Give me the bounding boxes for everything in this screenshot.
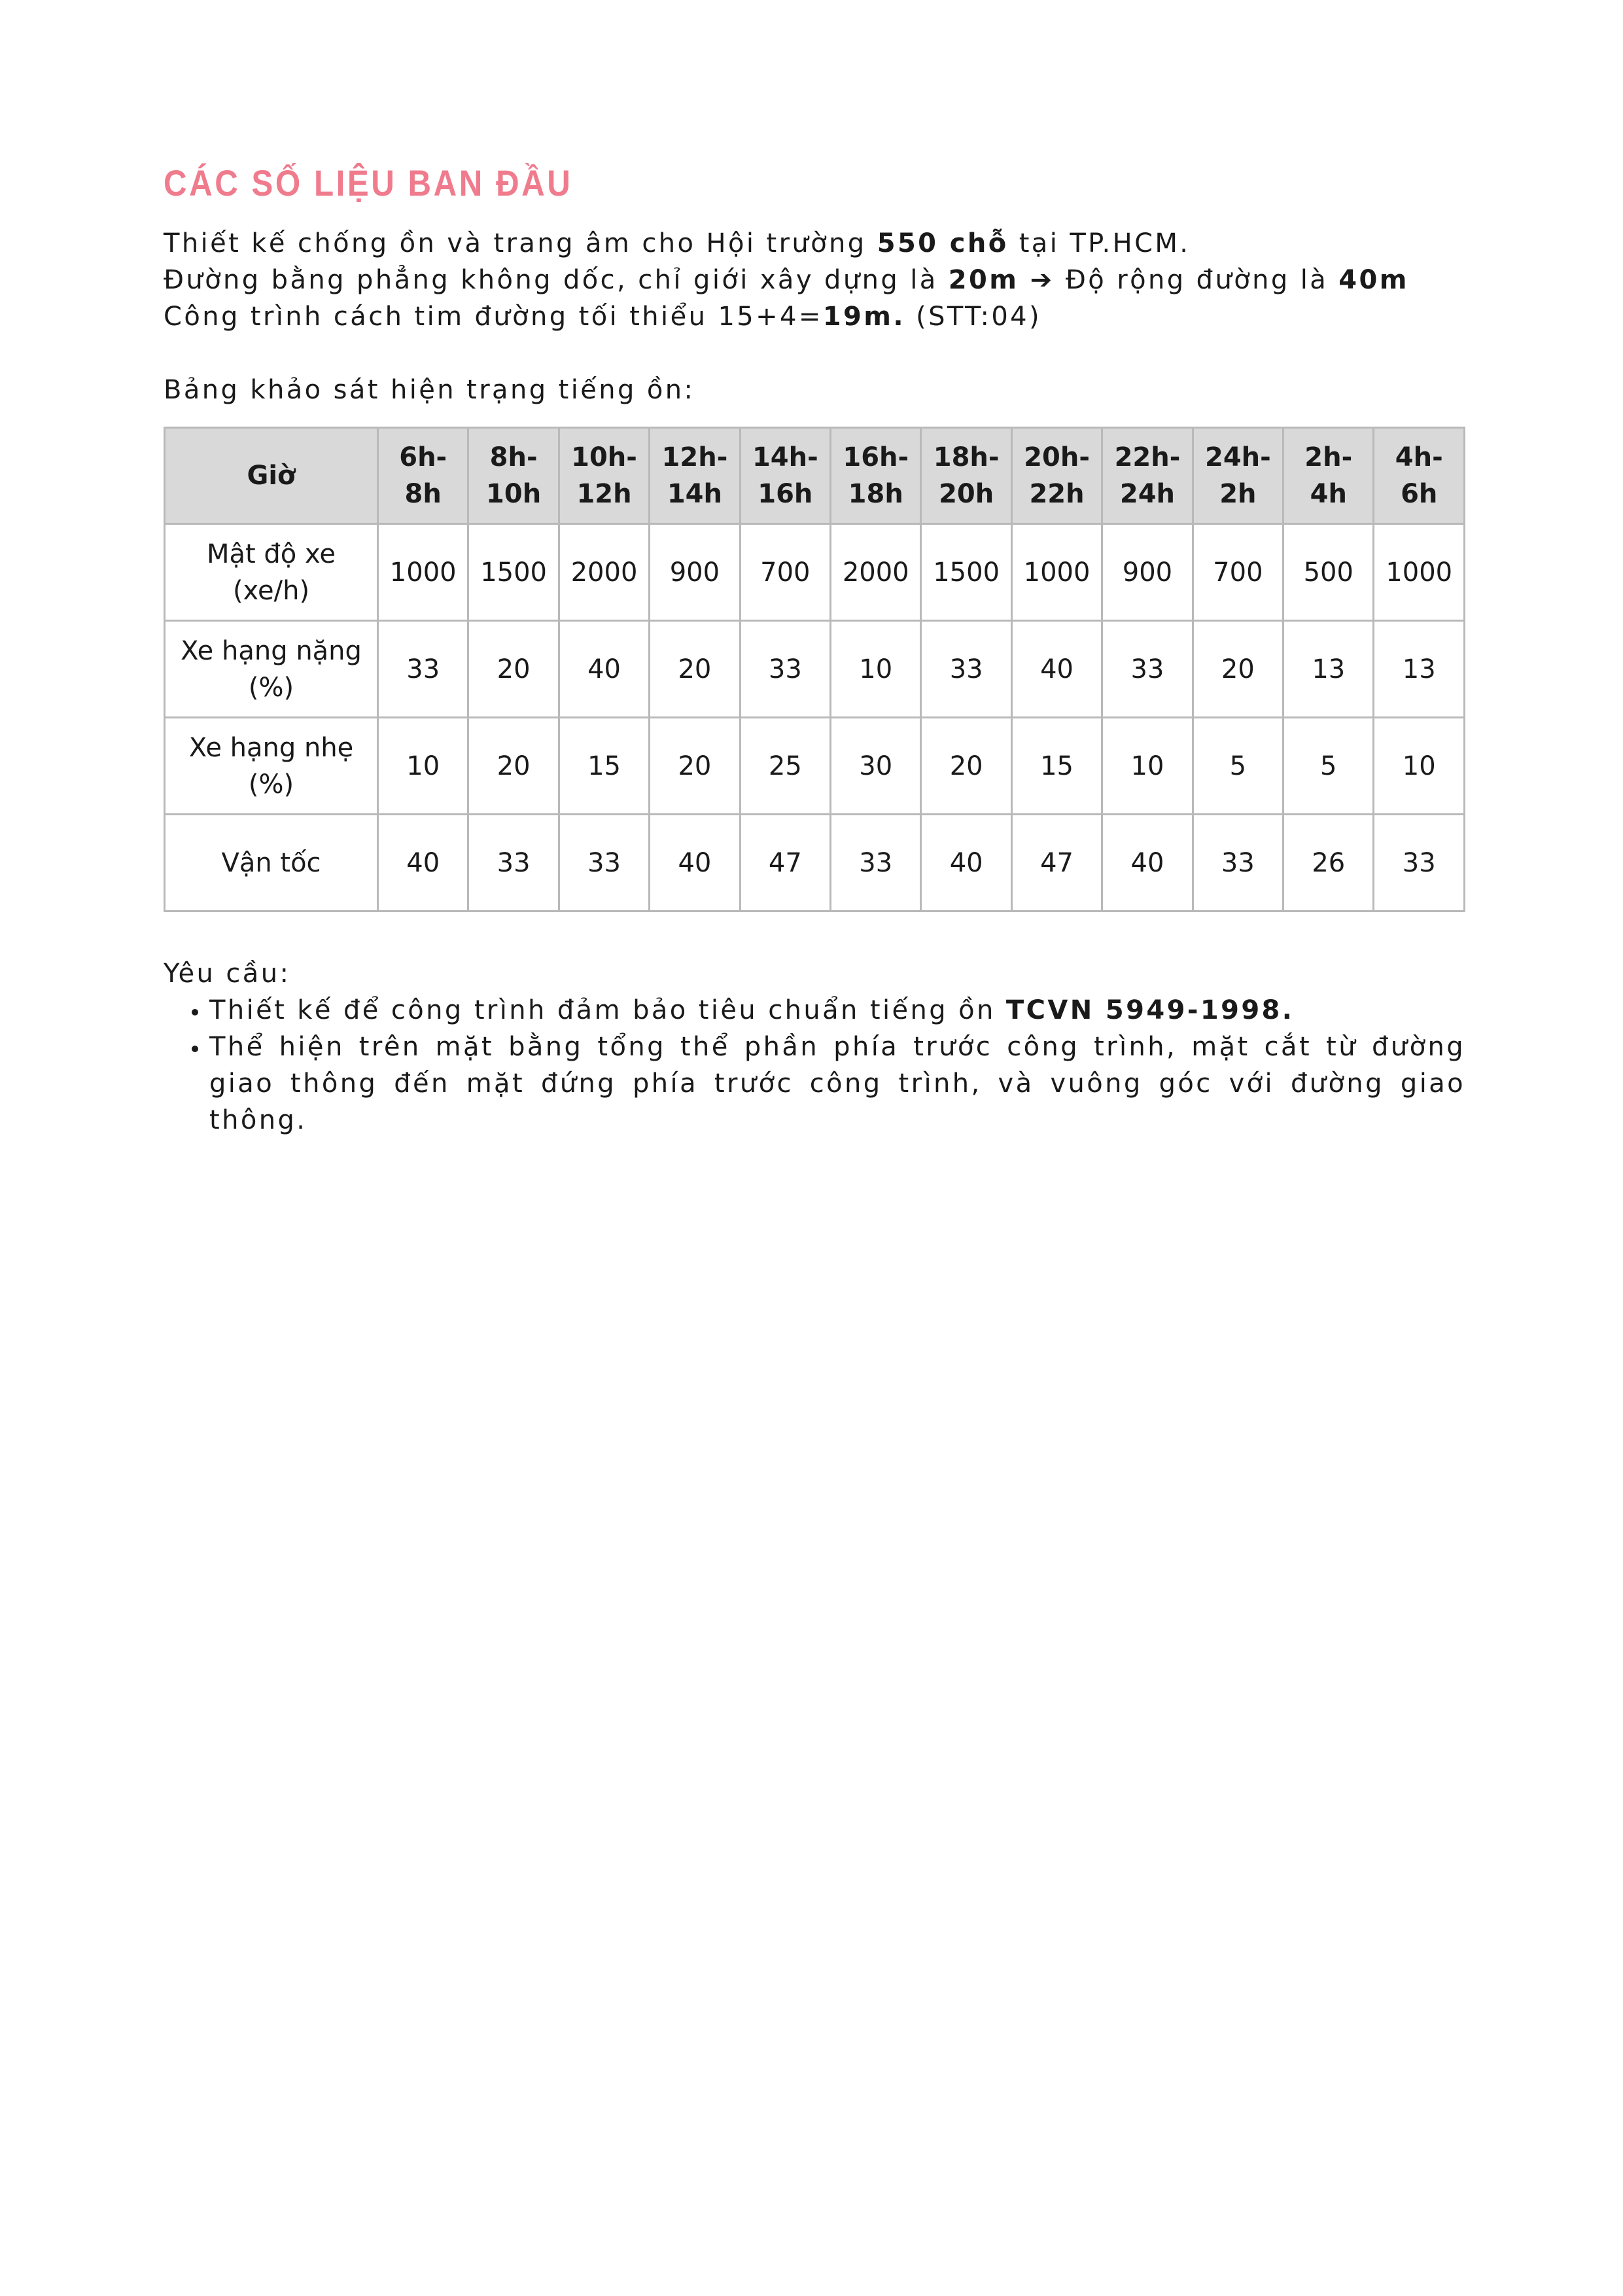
table-cell: 40 <box>378 815 468 911</box>
table-cell: 40 <box>650 815 740 911</box>
hour-label: 20h <box>939 479 994 509</box>
hour-label: 4h- <box>1395 442 1443 472</box>
table-cell: 33 <box>378 621 468 718</box>
requirement-text: Thiết kế để công trình đảm bảo tiêu chuẩn tiếng ồn <box>209 995 1006 1025</box>
build-line-value: 20m <box>948 265 1019 295</box>
requirements-list <box>164 992 1465 1139</box>
header-cell-hour: Giờ <box>165 428 378 524</box>
header-cell-hour-range <box>1102 428 1193 524</box>
row-label-text: Mật độ xe <box>206 539 336 569</box>
row-label <box>165 621 378 718</box>
table-cell: 33 <box>1102 621 1193 718</box>
row-label <box>165 524 378 621</box>
table-cell: 900 <box>1102 524 1193 621</box>
hour-label: 10h <box>486 479 542 509</box>
header-cell-hour-range <box>1193 428 1283 524</box>
hour-label: 16h- <box>843 442 909 472</box>
intro-line-3 <box>164 298 1465 335</box>
table-cell: 33 <box>468 815 559 911</box>
page-title: CÁC SỐ LIỆU BAN ĐẦU <box>164 162 573 203</box>
header-cell-hour-range <box>1374 428 1465 524</box>
table-cell: 10 <box>1102 718 1193 815</box>
hour-label: 6h <box>1401 479 1438 509</box>
header-cell-hour-range <box>378 428 468 524</box>
table-cell: 10 <box>378 718 468 815</box>
distance-value: 19m. <box>822 302 905 332</box>
table-cell: 33 <box>831 815 921 911</box>
header-cell-hour-range <box>650 428 740 524</box>
intro-text: Đường bằng phẳng không dốc, chỉ giới xây dựng là <box>164 265 949 295</box>
table-cell: 700 <box>740 524 830 621</box>
table-cell: 33 <box>1193 815 1283 911</box>
hour-label: 18h <box>848 479 903 509</box>
intro-text: Công trình cách tim đường tối thiểu 15+4= <box>164 302 823 332</box>
hour-label: 16h <box>758 479 813 509</box>
road-width-value: 40m <box>1338 265 1409 295</box>
intro-text: Độ rộng đường là <box>1065 265 1339 295</box>
table-cell: 40 <box>559 621 649 718</box>
row-label-text: Xe hạng nhẹ <box>188 732 354 763</box>
document-page <box>164 154 1465 1139</box>
hour-label: 12h <box>576 479 632 509</box>
table-cell: 47 <box>740 815 830 911</box>
hour-label: 2h- <box>1304 442 1353 472</box>
table-cell: 20 <box>1193 621 1283 718</box>
hour-label: 10h- <box>571 442 637 472</box>
hour-label: 14h <box>667 479 722 509</box>
table-cell: 1000 <box>1374 524 1465 621</box>
table-cell: 20 <box>468 718 559 815</box>
table-cell: 1500 <box>921 524 1011 621</box>
table-cell: 47 <box>1011 815 1102 911</box>
row-label-text: (xe/h) <box>232 575 310 606</box>
table-cell: 2000 <box>831 524 921 621</box>
hour-label: 22h <box>1029 479 1085 509</box>
table-body <box>165 524 1465 911</box>
list-item: • Thể hiện trên mặt bằng tổng thể phần phía trước công trình, mặt cắt từ đường giao thông đến mặt đứng phía trước công trình, và vuông góc với đường giao thông. <box>209 1029 1465 1139</box>
table-cell: 40 <box>1102 815 1193 911</box>
table-cell: 20 <box>650 621 740 718</box>
table-cell: 500 <box>1283 524 1374 621</box>
header-cell-hour-range <box>921 428 1011 524</box>
table-cell: 13 <box>1374 621 1465 718</box>
hour-label: 24h- <box>1204 442 1271 472</box>
row-label <box>165 718 378 815</box>
table-cell: 5 <box>1283 718 1374 815</box>
row-label-text: (%) <box>248 769 294 800</box>
standard-code: TCVN 5949-1998. <box>1005 995 1295 1025</box>
seat-count: 550 chỗ <box>877 228 1009 258</box>
hour-label: 18h- <box>933 442 1000 472</box>
header-cell-hour-range <box>468 428 559 524</box>
table-row <box>165 524 1465 621</box>
hour-label: 24h <box>1119 479 1176 509</box>
table-row <box>165 718 1465 815</box>
table-cell: 1500 <box>468 524 559 621</box>
row-label-text: Xe hạng nặng <box>181 635 362 666</box>
table-cell: 5 <box>1193 718 1283 815</box>
table-cell: 26 <box>1283 815 1374 911</box>
hour-label: 4h <box>1310 479 1347 509</box>
table-cell: 33 <box>921 621 1011 718</box>
table-cell: 40 <box>921 815 1011 911</box>
table-header-row <box>165 428 1465 524</box>
table-cell: 33 <box>559 815 649 911</box>
hour-label: 8h <box>404 479 442 509</box>
table-cell: 1000 <box>1011 524 1102 621</box>
hour-label: 20h- <box>1024 442 1090 472</box>
table-cell: 30 <box>831 718 921 815</box>
survey-label: Bảng khảo sát hiện trạng tiếng ồn: <box>164 375 695 405</box>
table-cell: 700 <box>1193 524 1283 621</box>
table-row <box>165 621 1465 718</box>
hour-label: 14h- <box>752 442 818 472</box>
header-cell-hour-range <box>1283 428 1374 524</box>
hour-label: 2h <box>1219 479 1257 509</box>
row-label-text: Vận tốc <box>221 847 321 878</box>
row-label-text: (%) <box>248 672 294 703</box>
table-cell: 20 <box>468 621 559 718</box>
table-cell: 20 <box>921 718 1011 815</box>
row-label <box>165 815 378 911</box>
noise-survey-table <box>164 427 1465 912</box>
table-cell: 2000 <box>559 524 649 621</box>
requirements-label: Yêu cầu: <box>164 959 291 989</box>
hour-label: 6h- <box>399 442 447 472</box>
intro-text: Thiết kế chống ồn và trang âm cho Hội trường <box>164 228 877 258</box>
header-cell-hour-range <box>1011 428 1102 524</box>
table-cell: 33 <box>1374 815 1465 911</box>
intro-line-2 <box>164 262 1465 298</box>
hour-label: 22h- <box>1114 442 1181 472</box>
table-cell: 25 <box>740 718 830 815</box>
hour-label: 12h- <box>661 442 728 472</box>
header-cell-hour-range <box>559 428 649 524</box>
table-cell: 40 <box>1011 621 1102 718</box>
intro-text: tại TP.HCM. <box>1008 228 1191 258</box>
table-cell: 900 <box>650 524 740 621</box>
intro-text: (STT:04) <box>905 302 1042 332</box>
table-cell: 13 <box>1283 621 1374 718</box>
table-cell: 15 <box>1011 718 1102 815</box>
header-cell-hour-range <box>740 428 830 524</box>
intro-line-1 <box>164 225 1465 262</box>
list-item <box>209 992 1465 1029</box>
arrow-icon: ➔ <box>1019 265 1066 295</box>
table-cell: 10 <box>831 621 921 718</box>
table-cell: 15 <box>559 718 649 815</box>
table-row <box>165 815 1465 911</box>
table-cell: 10 <box>1374 718 1465 815</box>
table-cell: 20 <box>650 718 740 815</box>
table-cell: 33 <box>740 621 830 718</box>
table-cell: 1000 <box>378 524 468 621</box>
hour-label: 8h- <box>489 442 538 472</box>
header-cell-hour-range <box>831 428 921 524</box>
